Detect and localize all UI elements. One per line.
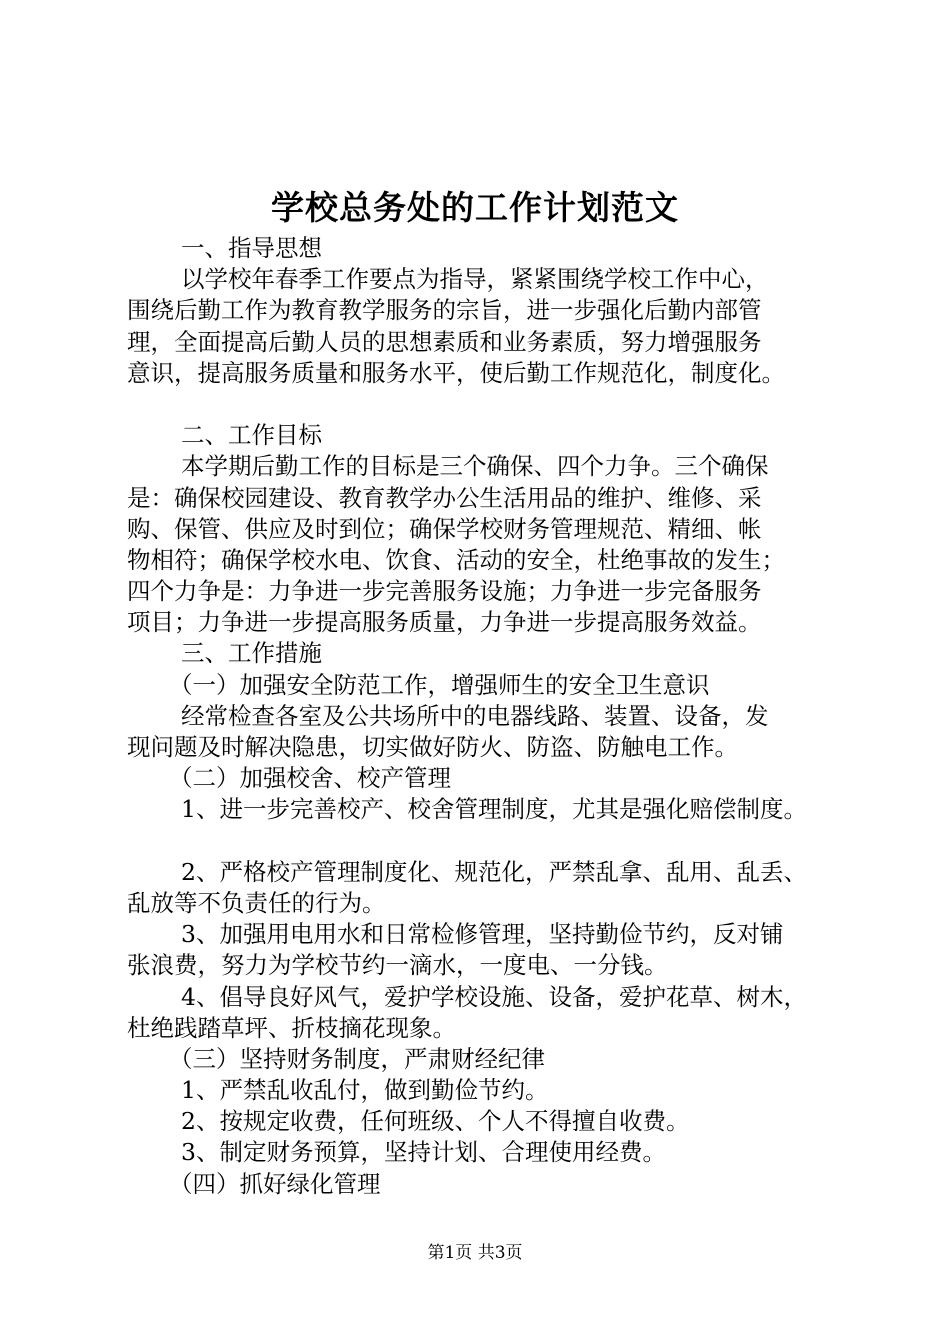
paragraph-line: 以学校年春季工作要点为指导，紧紧围绕学校工作中心， [181,265,769,294]
paragraph-line: 意识，提高服务质量和服务水平，使后勤工作规范化，制度化。 [127,358,785,387]
page-number: 第1页 共3页 [427,1243,523,1263]
paragraph-line: 是：确保校园建设、教育教学办公生活用品的维护、维修、采 [127,483,762,512]
subheading-greening: （四）抓好绿化管理 [169,1169,381,1198]
list-item: 3、加强用电用水和日常检修管理，坚持勤俭节约，反对铺 [181,920,784,949]
paragraph-line: 本学期后勤工作的目标是三个确保、四个力争。三个确保 [181,452,769,481]
subheading-safety: （一）加强安全防范工作，增强师生的安全卫生意识 [169,670,710,699]
paragraph-line: 项目；力争进一步提高服务质量，力争进一步提高服务效益。 [127,608,762,637]
document-title: 学校总务处的工作计划范文 [271,188,679,227]
paragraph-line: 理，全面提高后勤人员的思想素质和业务素质，努力增强服务 [127,327,762,356]
paragraph-line: 张浪费，努力为学校节约一滴水，一度电、一分钱。 [127,951,668,980]
paragraph-line: 经常检查各室及公共场所中的电器线路、装置、设备，发 [181,701,769,730]
paragraph-line: 物相符；确保学校水电、饮食、活动的安全，杜绝事故的发生； [127,545,785,574]
subheading-finance: （三）坚持财务制度，严肃财经纪律 [169,1044,545,1073]
list-item: 3、制定财务预算，坚持计划、合理使用经费。 [181,1138,666,1167]
list-item: 1、进一步完善校产、校舍管理制度，尤其是强化赔偿制度。 [181,795,807,824]
paragraph-line: 围绕后勤工作为教育教学服务的宗旨，进一步强化后勤内部管 [127,296,762,325]
paragraph-line: 乱放等不负责任的行为。 [127,888,386,917]
heading-work-measures: 三、工作措施 [181,639,322,668]
document-body [127,233,862,1200]
subheading-school-property: （二）加强校舍、校产管理 [169,764,451,793]
heading-guiding-ideology: 一、指导思想 [181,234,322,262]
blank-line [127,389,862,420]
paragraph-line: 购、保管、供应及时到位；确保学校财务管理规范、精细、帐 [127,514,762,543]
heading-work-goals: 二、工作目标 [181,421,322,450]
paragraph-line: 四个力争是：力争进一步完善服务设施；力争进一步完备服务 [127,577,762,606]
list-item: 1、严禁乱收乱付，做到勤俭节约。 [181,1076,549,1105]
list-item: 4、倡导良好风气，爱护学校设施、设备，爱护花草、树木， [181,982,807,1011]
paragraph-line: 杜绝践踏草坪、折枝摘花现象。 [127,1013,456,1042]
list-item: 2、严格校产管理制度化、规范化，严禁乱拿、乱用、乱丢、 [181,857,807,886]
paragraph-line: 现问题及时解决隐患，切实做好防火、防盗、防触电工作。 [127,733,738,761]
list-item: 2、按规定收费，任何班级、个人不得擅自收费。 [181,1107,690,1136]
blank-line [127,826,862,857]
